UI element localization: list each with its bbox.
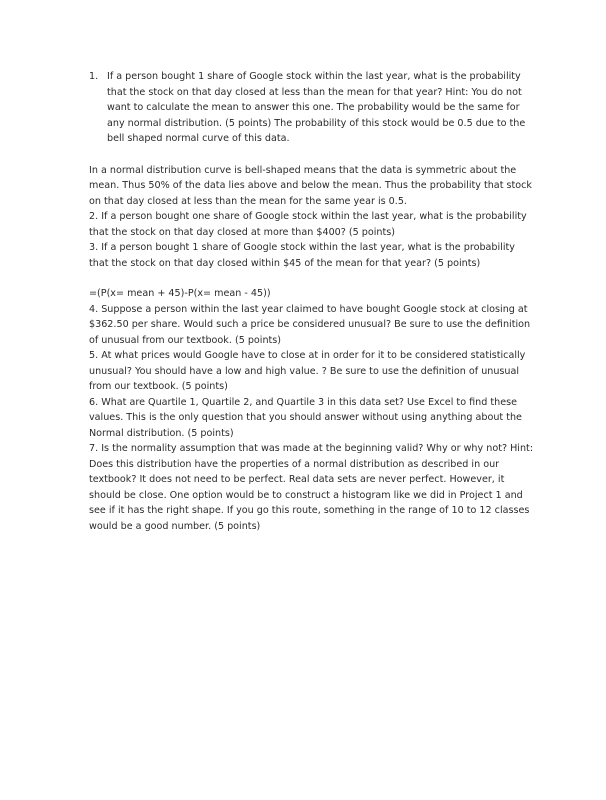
answer-paragraph: In a normal distribution curve is bell-shaped means that the data is symmetric about the mean. Thus 50% of the data lies above and below the mean. Thus the probability that stock on that day closed at less than the mean for the same year is 0.5. bbox=[89, 164, 532, 207]
question-1-number: 1. bbox=[89, 71, 99, 82]
question-3: 3. If a person bought 1 share of Google stock within the last year, what is the probability that the stock on that day closed within $45 of the mean for that year? (5 points) bbox=[89, 242, 515, 269]
question-4: 4. Suppose a person within the last year claimed to have bought Google stock at closing at $362.50 per share. Would such a price be considered unusual? Be sure to use the definition of unusual from our textbook. (5 points) bbox=[89, 303, 531, 346]
question-1 bbox=[89, 69, 534, 147]
document-body bbox=[89, 69, 534, 534]
question-5: 5. At what prices would Google have to close at in order for it to be considered statistically unusual? You should have a low and high value. ? Be sure to use the definition of unusual from our textbook. (5 points) bbox=[89, 350, 526, 392]
question-1-text: If a person bought 1 share of Google stock within the last year, what is the probability that the stock on that day closed at less than the mean for that year? Hint: You do not want to calculate the mean to answer this one. The probability would be the same for any normal distribution. (5 points) The probability of this stock would be 0.5 due to the bell shaped normal curve of this data. bbox=[107, 71, 526, 144]
question-2: 2. If a person bought one share of Google stock within the last year, what is the probability that the stock on that day closed at more than $400? (5 points) bbox=[89, 211, 527, 238]
formula-line: =(P(x= mean + 45)-P(x= mean - 45)) bbox=[89, 288, 271, 299]
question-6: 6. What are Quartile 1, Quartile 2, and Quartile 3 in this data set? Use Excel to find these values. This is the only question that you should answer without using anything about the Normal distribution. (5 points) bbox=[89, 396, 522, 439]
question-7: 7. Is the normality assumption that was made at the beginning valid? Why or why not? Hint: Does this distribution have the properties of a normal distribution as described in our textbook? It does not need to be perfect. Real data sets are never perfect. However, it should be close. One option would be to construct a histogram like we did in Project 1 and see if it has the right shape. If you go this route, something in the range of 10 to 12 classes would be a good number. (5 points) bbox=[89, 443, 534, 532]
